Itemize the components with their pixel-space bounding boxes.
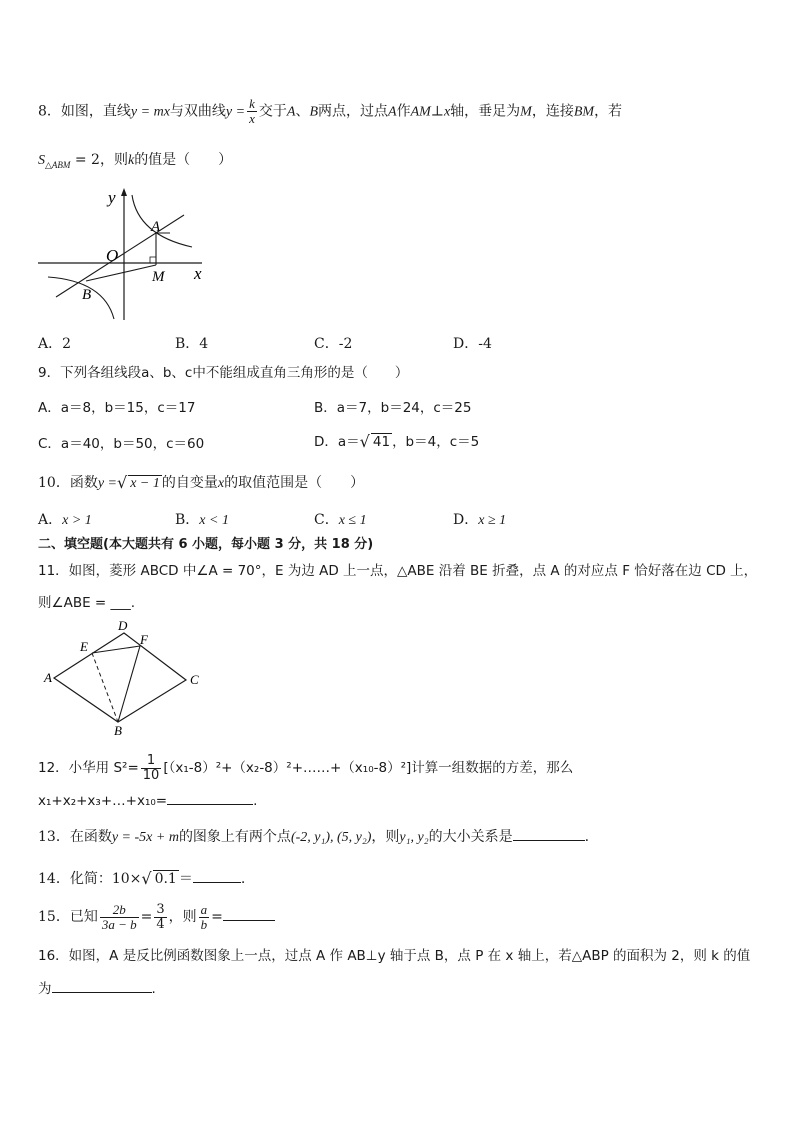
hyperbola-branch-1 [132, 195, 192, 247]
q10-text: 的自变量 [161, 475, 218, 491]
label-F: F [140, 632, 148, 647]
q10-text: 的取值范围是（ ） [224, 475, 365, 491]
q13-ys: y₁, y₂ [399, 830, 429, 845]
label-B: B [114, 723, 122, 736]
q14-text: ＝ [178, 871, 193, 887]
q8-figure [34, 185, 214, 325]
rhombus-ABCD [54, 633, 186, 722]
option-expr: x ≥ 1 [478, 513, 507, 528]
q12-text: x₁+x₂+x₃+…+x₁₀= [38, 793, 168, 809]
q8-axis: x [443, 104, 451, 120]
hyperbola-branch-2 [48, 277, 114, 319]
q14-radicand: 0.1 [154, 871, 177, 887]
q15-text: = [140, 909, 153, 925]
q14-text: . [240, 871, 246, 887]
q13-text: ，则 [371, 829, 400, 845]
label-E: E [80, 639, 88, 654]
q8-point: M [520, 104, 532, 120]
q8-text: 的值是（ ） [134, 152, 233, 168]
option-letter: C． [314, 512, 339, 528]
q10-option-a[interactable] [38, 509, 92, 529]
q13-points: (-2, y₁), (5, y₂) [290, 830, 372, 845]
frac-num: 3 [156, 901, 165, 917]
q11-stem-line1: 11．如图，菱形 ABCD 中∠A = 70°，E 为边 AD 上一点，△ABE 沿着 BE 折叠，点 A 的对应点 F 恰好落在边 CD 上， [38, 563, 758, 579]
label-C: C [190, 672, 199, 687]
option-expr: x > 1 [62, 513, 92, 528]
q8-segment: BM [573, 104, 595, 120]
frac-den: 3a − b [101, 916, 137, 932]
q9-d-text: D．a＝ [314, 434, 360, 450]
q8-stem-line2 [38, 150, 232, 175]
q8-option-b[interactable]: B．4 [175, 336, 209, 352]
q8-eq-hyperbola: y = [225, 104, 246, 120]
q15-stem [38, 899, 275, 935]
frac-num: k [249, 96, 255, 111]
option-letter: D． [453, 512, 479, 528]
frac-den: 10 [142, 767, 160, 783]
section-title: 二、填空题(本大题共有 6 小题，每小题 3 分，共 18 分) [38, 537, 374, 552]
option-expr: x < 1 [199, 513, 229, 528]
q8-text: 8．如图，直线 [38, 103, 131, 120]
q10-option-c[interactable] [314, 509, 367, 529]
q8-text: 两点，过点 [318, 103, 388, 120]
q10-x: x [217, 476, 225, 491]
q12-stem-line1 [38, 750, 573, 786]
q13-function: y = -5x + m [111, 830, 179, 845]
q9-option-b[interactable]: B．a＝7，b＝24，c＝25 [314, 400, 472, 416]
q13-stem [38, 826, 589, 848]
q8-eq-line: y = mx [130, 104, 170, 120]
label-O: O [106, 246, 119, 265]
q16-text: . [151, 981, 156, 997]
q13-text: 的大小关系是 [428, 829, 513, 845]
q15-text: 15．已知 [38, 909, 98, 925]
q10-y: y = [97, 476, 117, 491]
q12-fraction [141, 754, 162, 783]
q8-k: k [127, 153, 135, 168]
q15-fraction-2 [154, 903, 166, 932]
q12-text: 12．小华用 S²= [38, 760, 139, 776]
right-angle-mark [150, 257, 156, 263]
frac-num: 2b [100, 903, 139, 918]
q12-text: [（x₁-8）²+（x₂-8）²+……+（x₁₀-8）²]计算一组数据的方差，那么 [163, 760, 574, 776]
q8-text: 作 [396, 103, 411, 120]
q15-answer-blank[interactable] [223, 906, 275, 921]
label-y: y [108, 188, 116, 207]
option-letter: A． [38, 512, 63, 528]
q13-answer-blank[interactable] [513, 826, 585, 841]
label-B: B [82, 287, 92, 303]
q8-text: 与双曲线 [169, 103, 226, 120]
q8-point: A [388, 104, 397, 120]
q12-stem-line2 [38, 790, 257, 811]
q8-option-a[interactable]: A．2 [38, 336, 72, 352]
q16-answer-blank[interactable] [52, 978, 152, 993]
q8-text: 交于 [258, 103, 287, 120]
q8-option-c[interactable]: C．-2 [314, 336, 353, 352]
q15-fraction-1 [100, 903, 139, 932]
q10-option-b[interactable] [175, 509, 229, 529]
segment-BM [86, 265, 156, 281]
y-arrow [121, 188, 127, 196]
sqrt-symbol: √ [141, 869, 152, 888]
q11-stem-line2: 则∠ABE = ___. [38, 595, 136, 611]
q8-perp-symbol: ⊥ [430, 103, 444, 120]
q16-text: 为 [38, 981, 52, 997]
q13-text: 的图象上有两个点 [178, 829, 291, 845]
q8-point: A [286, 104, 296, 120]
option-letter: B． [175, 512, 200, 528]
frac-num: 1 [141, 754, 162, 769]
q13-text: 13．在函数 [38, 829, 112, 845]
q14-text: 14．化简：10× [38, 871, 142, 887]
q14-stem [38, 868, 245, 889]
label-D: D [118, 618, 128, 633]
q9-option-a[interactable]: A．a＝8，b＝15，c＝17 [38, 400, 196, 416]
segment-EB-dashed [92, 653, 118, 722]
frac-den: x [249, 111, 255, 126]
label-M: M [152, 269, 165, 285]
q15-fraction-3 [199, 903, 210, 932]
q15-text: ，则 [168, 909, 197, 925]
option-expr: x ≤ 1 [338, 513, 367, 528]
q9-d-radicand: 41 [372, 434, 391, 450]
q8-option-d[interactable]: D．-4 [453, 336, 492, 352]
q10-text: 10．函数 [38, 475, 98, 491]
sqrt-symbol: √ [359, 432, 370, 451]
frac-den: b [200, 916, 208, 932]
q10-option-d[interactable] [453, 509, 506, 529]
q9-d-text: ，b＝4，c＝5 [392, 434, 480, 450]
q8-text: = 2，则 [74, 152, 128, 168]
line-y-mx [56, 215, 184, 297]
q15-text: = [211, 909, 223, 925]
q8-fraction [247, 97, 257, 126]
frac-den: 4 [156, 916, 165, 932]
q9-option-c[interactable]: C．a＝40，b＝50，c＝60 [38, 436, 205, 452]
q8-text: 、 [295, 103, 310, 120]
q13-text: . [584, 829, 590, 845]
q10-radicand: x − 1 [130, 476, 160, 491]
q8-segment: AM [410, 104, 431, 120]
q9-option-d[interactable] [314, 430, 479, 450]
q8-stem-line1 [38, 97, 622, 126]
q12-answer-blank[interactable] [167, 790, 253, 805]
q8-area-symbol: S [38, 153, 45, 168]
q12-text: . [253, 793, 258, 809]
label-A: A [44, 670, 52, 685]
q14-answer-blank[interactable] [193, 868, 241, 883]
frac-num: a [200, 901, 208, 917]
label-A: A [151, 219, 161, 235]
q8-point: B [309, 104, 318, 120]
sqrt-symbol: √ [117, 473, 128, 492]
label-x: x [194, 264, 202, 283]
q8-text: ，连接 [531, 103, 574, 120]
q8-text: 轴，垂足为 [450, 103, 521, 120]
q8-text: ，若 [594, 103, 623, 120]
q16-stem-line1: 16．如图，A 是反比例函数图象上一点，过点 A 作 AB⊥y 轴于点 B，点 P 在 x 轴上，若△ABP 的面积为 2，则 k 的值 [38, 948, 751, 964]
q8-area-subscript: △ABM [45, 159, 71, 170]
q10-stem [38, 472, 364, 494]
q16-stem-line2 [38, 978, 156, 999]
q11-figure [40, 618, 210, 736]
q9-stem: 9．下列各组线段a、b、c中不能组成直角三角形的是（ ） [38, 365, 409, 381]
